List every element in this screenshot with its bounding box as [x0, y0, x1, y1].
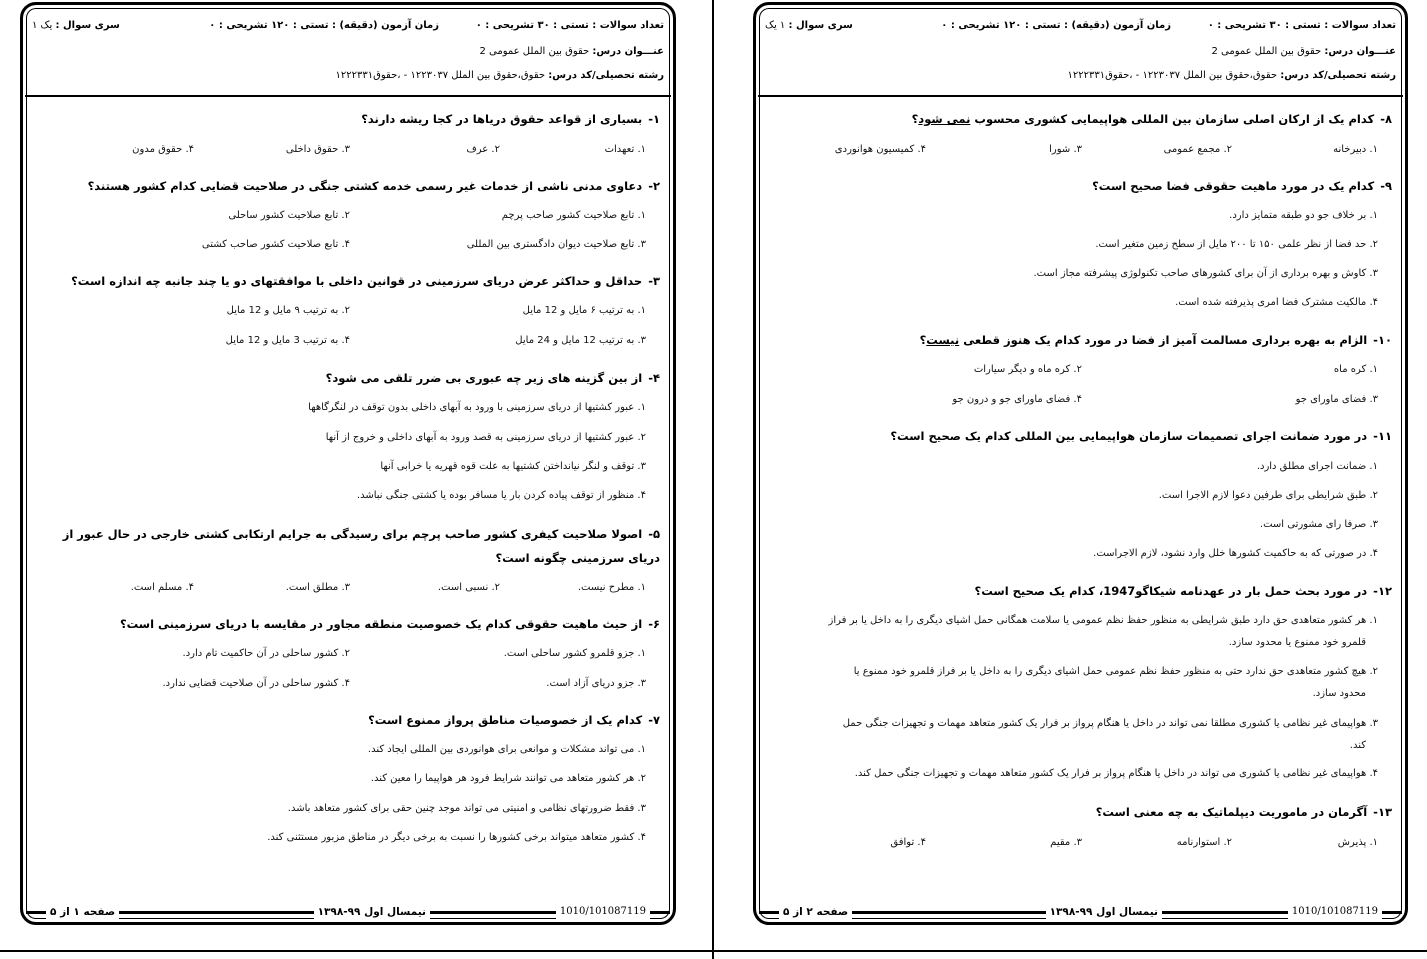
q7-option-2[interactable]: ۲. هر کشور متعاهد می توانند شرایط فرود هر هواپیما را معین کند. — [370, 773, 646, 784]
page-footer — [759, 903, 1402, 921]
q5-option-1[interactable]: ۱. مطرح نیست. — [577, 582, 646, 593]
questions-area — [36, 102, 660, 885]
course-title: عنـــوان درس: حقوق بین الملل عمومی 2 — [1211, 46, 1396, 57]
q13-option-4[interactable]: ۴. توافق — [890, 837, 926, 848]
footer-page-number: صفحه ۱ از ۵ — [46, 903, 119, 921]
question-8: ۸-کدام یک از ارکان اصلی سازمان بین المللی هواپیمایی کشوری محسوب نمی شود؟ — [911, 112, 1392, 126]
q8-option-1[interactable]: ۱. دبیرخانه — [1333, 144, 1378, 155]
question-11: ۱۱-در مورد ضمانت اجرای تصمیمات سازمان هواپیمایی بین المللی کدام یک صحیح است؟ — [890, 429, 1392, 443]
q2-option-4[interactable]: ۴. تابع صلاحیت کشور صاحب کشتی — [201, 239, 350, 250]
q12-option-1[interactable]: ۱. هر کشور متعاهدی حق دارد طبق شرایطی به منظور حفظ نظم عمومی یا سلامت همگانی حمل اشیای دیگری را به داخل یا بر فراز — [828, 615, 1378, 626]
page-divider — [712, 0, 714, 959]
question-3: ۳-حداقل و حداکثر عرض دریای سرزمینی در قوانین داخلی با موافقتهای دو یا چند جانبه چه اندازه است؟ — [71, 274, 660, 288]
q7-option-4[interactable]: ۴. کشور متعاهد میتواند برخی کشورها را نسبت به برخی دیگر در مناطق مزبور مستثنی کند. — [267, 832, 646, 843]
question-7: ۷-کدام یک از خصوصیات مناطق پرواز ممنوع است؟ — [368, 713, 660, 727]
q12-option-3[interactable]: ۳. هواپیمای غیر نظامی یا کشوری مطلقا نمی تواند در داخل یا هنگام پرواز بر فرار یک کشور متعاهد مهمات و تجهیزات جنگی حمل — [842, 718, 1378, 729]
q7-option-1[interactable]: ۱. می تواند مشکلات و موانعی برای هوانوردی بین المللی ایجاد کند. — [367, 744, 646, 755]
q12-option-1-cont: قلمرو خود ممنوع یا محدود سازد. — [1228, 637, 1366, 648]
field-code: رشته تحصیلی/کد درس: حقوق،حقوق بین الملل ۱۲۲۳۰۳۷ - ،حقوق۱۲۲۲۳۳۱ — [1067, 70, 1396, 81]
q12-option-3-cont: کند. — [1349, 740, 1366, 751]
bottom-rule — [0, 950, 1427, 952]
q6-option-3[interactable]: ۳. جزو دریای آزاد است. — [546, 678, 646, 689]
q9-option-2[interactable]: ۲. حد فضا از نظر علمی ۱۵۰ تا ۲۰۰ مایل از سطح زمین متغیر است. — [1095, 239, 1378, 250]
q6-option-4[interactable]: ۴. کشور ساحلی در آن صلاحیت قضایی ندارد. — [162, 678, 350, 689]
q5-option-4[interactable]: ۴. مسلم است. — [130, 582, 194, 593]
exam-time: زمان آزمون (دقیقه) : تستی : ۱۲۰ تشریحی : ۰ — [941, 20, 1171, 31]
course-title: عنـــوان درس: حقوق بین الملل عمومی 2 — [479, 46, 664, 57]
header-rule — [758, 95, 1403, 97]
series-info: سری سوال : ۱ یک — [765, 20, 853, 31]
question-10: ۱۰-الزام به بهره برداری مسالمت آمیز از فضا در مورد کدام یک هنوز قطعی نیست؟ — [919, 333, 1392, 347]
series-info: سری سوال : یک ۱ — [32, 20, 120, 31]
q8-option-3[interactable]: ۳. شورا — [1049, 144, 1082, 155]
questions-count: تعداد سوالات : تستی : ۳۰ تشریحی : ۰ — [475, 20, 664, 31]
q3-option-1[interactable]: ۱. به ترتیب ۶ مایل و 12 مایل — [522, 305, 646, 316]
q5-option-3[interactable]: ۳. مطلق است. — [285, 582, 350, 593]
question-4: ۴-از بین گزینه های زیر چه عبوری بی ضرر تلقی می شود؟ — [325, 371, 660, 385]
q10-option-1[interactable]: ۱. کره ماه — [1333, 364, 1378, 375]
q9-option-1[interactable]: ۱. بر خلاف جو دو طبقه متمایز دارد. — [1229, 210, 1378, 221]
q1-option-4[interactable]: ۴. حقوق مدون — [132, 144, 194, 155]
field-code: رشته تحصیلی/کد درس: حقوق،حقوق بین الملل ۱۲۲۳۰۳۷ - ،حقوق۱۲۲۲۳۳۱ — [335, 70, 664, 81]
q8-option-2[interactable]: ۲. مجمع عمومی — [1163, 144, 1232, 155]
exam-time: زمان آزمون (دقیقه) : تستی : ۱۲۰ تشریحی : ۰ — [209, 20, 439, 31]
q8-option-4[interactable]: ۴. کمیسیون هوانوردی — [834, 144, 926, 155]
q2-option-1[interactable]: ۱. تابع صلاحیت کشور صاحب پرچم — [501, 210, 646, 221]
exam-header — [32, 16, 664, 96]
q13-option-1[interactable]: ۱. پذیرش — [1337, 837, 1378, 848]
q1-option-1[interactable]: ۱. تعهدات — [604, 144, 646, 155]
questions-count: تعداد سوالات : تستی : ۳۰ تشریحی : ۰ — [1207, 20, 1396, 31]
footer-semester: نیمسال اول ۹۹-۱۳۹۸ — [314, 903, 430, 921]
question-5: ۵-اصولا صلاحیت کیفری کشور صاحب پرچم برای رسیدگی به جرایم ارتکابی کشتی خارجی در حال عبور از دریای سرزمینی چگونه است؟ — [62, 527, 660, 565]
q4-option-2[interactable]: ۲. عبور کشتیها از دریای سرزمینی به قصد ورود به آبهای داخلی و خروج از آنها — [325, 432, 646, 443]
q3-option-3[interactable]: ۳. به ترتیب 12 مایل و 24 مایل — [515, 335, 646, 346]
questions-area — [769, 102, 1392, 885]
q4-option-3[interactable]: ۳. توقف و لنگر نیانداختن کشتیها به علت قوه قهریه یا خرابی آنها — [380, 461, 646, 472]
q2-option-3[interactable]: ۳. تابع صلاحیت دیوان دادگستری بین المللی — [466, 239, 646, 250]
q2-option-2[interactable]: ۲. تابع صلاحیت کشور ساحلی — [228, 210, 350, 221]
q1-option-2[interactable]: ۲. عرف — [466, 144, 500, 155]
footer-page-number: صفحه ۲ از ۵ — [779, 903, 852, 921]
q11-option-4[interactable]: ۴. در صورتی که به حاکمیت کشورها خلل وارد نشود، لازم الاجراست. — [1093, 548, 1378, 559]
footer-code: 1010/101087119 — [556, 903, 650, 921]
q12-option-2-cont: محدود سازد. — [1312, 688, 1366, 699]
question-1: ۱-بسیاری از قواعد حقوق دریاها در کجا ریشه دارند؟ — [361, 112, 660, 126]
page-footer — [26, 903, 670, 921]
q11-option-2[interactable]: ۲. طبق شرایطی برای طرفین دعوا لازم الاجرا است. — [1158, 490, 1378, 501]
q1-option-3[interactable]: ۳. حقوق داخلی — [285, 144, 350, 155]
exam-page-1 — [20, 2, 676, 925]
q9-option-3[interactable]: ۳. کاوش و بهره برداری از آن برای کشورهای صاحب تکنولوژی پیشرفته مجاز است. — [1033, 268, 1378, 279]
q4-option-1[interactable]: ۱. عبور کشتیها از دریای سرزمینی با ورود به آبهای داخلی بدون توقف در لنگرگاهها — [308, 402, 646, 413]
q6-option-1[interactable]: ۱. جزو قلمرو کشور ساحلی است. — [503, 648, 646, 659]
question-6: ۶-از حیث ماهیت حقوقی کدام یک خصوصیت منطقه مجاور در مقایسه با دریای سرزمینی است؟ — [119, 617, 660, 631]
q13-option-2[interactable]: ۲. استوارنامه — [1176, 837, 1232, 848]
q5-option-2[interactable]: ۲. نسبی است. — [437, 582, 500, 593]
question-13: ۱۳-آگرمان در ماموریت دیپلماتیک به چه معنی است؟ — [1095, 805, 1392, 819]
q12-option-2[interactable]: ۲. هیچ کشور متعاهدی حق ندارد حتی به منظور حفظ نظم عمومی حمل اشیای دیگری را به داخل یا بر فراز قلمرو خود ممنوع یا — [853, 666, 1378, 677]
q12-option-4[interactable]: ۴. هواپیمای غیر نظامی یا کشوری می تواند در داخل یا هنگام پرواز بر فرار یک کشور متعاهد مهمات و تجهیزات جنگی حمل کند. — [854, 768, 1378, 779]
q13-option-3[interactable]: ۳. مقیم — [1050, 837, 1082, 848]
q3-option-4[interactable]: ۴. به ترتیب 3 مایل و 12 مایل — [225, 335, 350, 346]
q4-option-4[interactable]: ۴. منظور از توقف پیاده کردن بار یا مسافر بوده یا کشتی جنگی نباشد. — [356, 490, 646, 501]
footer-semester: نیمسال اول ۹۹-۱۳۹۸ — [1046, 903, 1162, 921]
q6-option-2[interactable]: ۲. کشور ساحلی در آن حاکمیت تام دارد. — [182, 648, 350, 659]
exam-page-2 — [753, 2, 1408, 925]
q10-option-2[interactable]: ۲. کره ماه و دیگر سیارات — [973, 364, 1082, 375]
header-rule — [25, 95, 671, 97]
q10-option-3[interactable]: ۳. فضای ماورای جو — [1295, 394, 1378, 405]
q11-option-1[interactable]: ۱. ضمانت اجرای مطلق دارد. — [1256, 461, 1378, 472]
exam-header — [765, 16, 1396, 96]
question-9: ۹-کدام یک در مورد ماهیت حقوقی فضا صحیح است؟ — [1092, 179, 1392, 193]
q7-option-3[interactable]: ۳. فقط ضرورتهای نظامی و امنیتی می تواند موجد چنین حقی برای کشور متعاهد باشد. — [287, 803, 646, 814]
question-2: ۲-دعاوی مدنی ناشی از خدمات غیر رسمی خدمه کشتی جنگی در صلاحیت قضایی کدام کشور هستند؟ — [87, 179, 660, 193]
question-12: ۱۲-در مورد بحث حمل بار در عهدنامه شیکاگو1947، کدام یک صحیح است؟ — [974, 584, 1392, 598]
q9-option-4[interactable]: ۴. مالکیت مشترک فضا امری پذیرفته شده است. — [1175, 297, 1378, 308]
q10-option-4[interactable]: ۴. فضای ماورای جو و درون جو — [952, 394, 1082, 405]
q3-option-2[interactable]: ۲. به ترتیب ۹ مایل و 12 مایل — [226, 305, 350, 316]
q11-option-3[interactable]: ۳. صرفا رای مشورتی است. — [1259, 519, 1378, 530]
footer-code: 1010/101087119 — [1288, 903, 1382, 921]
